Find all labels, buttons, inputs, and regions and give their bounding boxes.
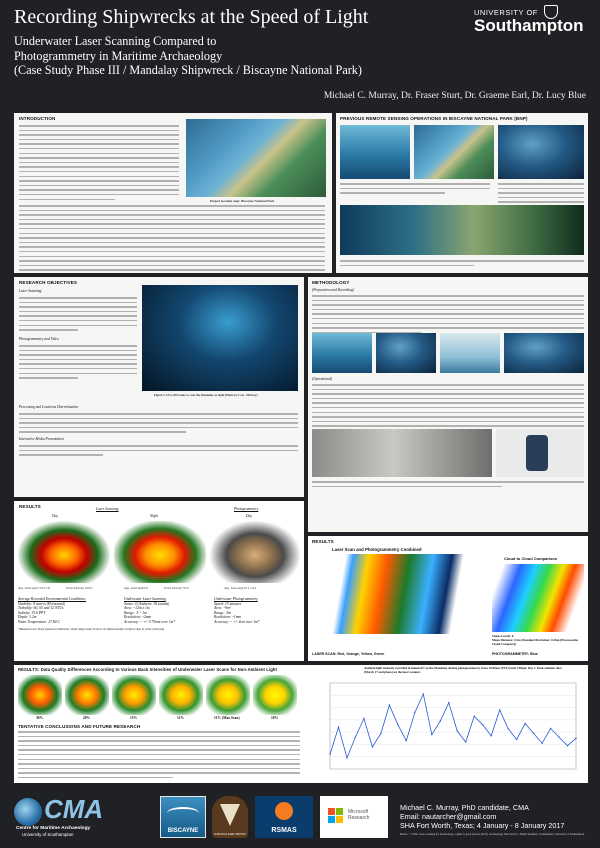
- conclusions-text: [18, 731, 300, 782]
- data-point: [575, 738, 576, 739]
- percent-row: [18, 716, 298, 722]
- photogrammetry-video-text: [19, 345, 137, 382]
- nps-logo: [212, 796, 248, 838]
- day-label-1: Day: [52, 514, 58, 518]
- sonar-image: [340, 125, 410, 179]
- scan-thumb: [112, 675, 156, 715]
- processing-label: Processing and Locations Determination: [19, 405, 79, 409]
- light-intensity-chart: [314, 679, 582, 779]
- uls-photo-caption: Figure 5. ULS-200 ready to scan the Mandalay at night (Photo by Lott - Murray): [154, 393, 258, 397]
- scanner-icon: [526, 435, 548, 471]
- cloud-stats-a: Status Levels: 6: [492, 634, 514, 638]
- data-point: [533, 733, 534, 734]
- methodology-prep-label: (Preparation and Recording): [312, 288, 354, 292]
- data-point: [431, 734, 432, 735]
- results-right-subtitle: Laser Scan and Photogrammetry Combined: [332, 547, 422, 552]
- data-point: [414, 712, 415, 713]
- data-point: [372, 746, 373, 747]
- biscayne-logo: [160, 796, 206, 838]
- site-photo-4: [504, 333, 584, 373]
- subtitle-line-1: Underwater Laser Scanning Compared to: [14, 34, 217, 48]
- percent-label: 11% (Max Scan): [214, 716, 240, 720]
- legend-laser: LASER SCAN: Red, Orange, Yellow, Green: [312, 652, 385, 656]
- poster-subtitle: [14, 34, 454, 78]
- microsoft-logo: [320, 796, 388, 838]
- data-point: [558, 736, 559, 737]
- photo-item: Speed: 15 minutes: [214, 601, 242, 606]
- uls-title: Underwater Laser Scanning: [124, 597, 166, 601]
- data-point: [355, 736, 356, 737]
- percent-label: 10%: [271, 716, 279, 720]
- photo-title: Underwater Photogrammetry: [214, 597, 258, 601]
- combined-cloud-1: [312, 554, 488, 634]
- percent-label: 11%: [177, 716, 184, 720]
- data-point: [550, 728, 551, 729]
- data-point: [482, 724, 483, 725]
- location-map-caption: Project location map: Biscayne National Park: [210, 199, 275, 203]
- methodology-ops-text: [312, 384, 584, 435]
- scan-thumb: [206, 675, 250, 715]
- data-point: [363, 718, 364, 719]
- subtitle-line-2: Photogrammetry in Maritime Archaeology: [14, 48, 223, 63]
- wave-icon: [167, 807, 199, 819]
- introduction-text-2: [19, 205, 325, 273]
- data-point: [406, 740, 407, 741]
- scanner-device-photo: [496, 429, 584, 477]
- data-point: [465, 741, 466, 742]
- processing-text: [19, 413, 298, 436]
- cloud-compare-image: [492, 564, 584, 632]
- data-point: [448, 702, 449, 703]
- previous-ops-text: [340, 183, 490, 197]
- previous-ops-panel: [336, 113, 588, 273]
- env-item: Visibility: 8 meters (Horizontal): [18, 601, 66, 606]
- subtitle-line-3: (Case Study Phase III / Mandalay Shipwreck / Biscayne National Park): [14, 63, 362, 77]
- night-label: Night: [150, 514, 158, 518]
- previous-ops-caption: [340, 260, 584, 269]
- stat-3: Avg. Lateral@9.8: [124, 586, 148, 590]
- rsmas-label: RSMAS: [271, 827, 297, 834]
- env-item: Salinity: 35.6 PPT: [18, 610, 46, 615]
- mosaic-image: [340, 205, 584, 255]
- methodology-ops-label: (Operational): [312, 377, 332, 381]
- results-right-panel: [308, 536, 588, 661]
- environmental-block: [18, 597, 114, 625]
- rsmas-mark: [275, 802, 293, 820]
- uls-night-photo: [142, 285, 298, 391]
- site-photo-2: [376, 333, 436, 373]
- site-photo-3: [440, 333, 500, 373]
- introduction-title: INTRODUCTION: [19, 116, 56, 121]
- day-label-2: Day: [246, 514, 252, 518]
- uls-block: [124, 597, 210, 625]
- photo-item: Range: .5m: [214, 610, 231, 615]
- stat-1: Avg. Lateral@7.013 241: [18, 586, 51, 590]
- scan-strip: [18, 675, 298, 715]
- data-point: [440, 720, 441, 721]
- windows-icon: [328, 808, 344, 824]
- rsmas-logo: [255, 796, 313, 838]
- interactive-label: Interactive Media Presentation: [19, 437, 64, 441]
- scan-thumb: [253, 675, 297, 715]
- uls-item: Resolution: ~2mm: [124, 615, 152, 620]
- stat-5: Avg. Lateral@15.1 1114: [224, 586, 257, 590]
- data-point: [397, 724, 398, 725]
- env-item: Depth: 3.2m: [18, 615, 37, 620]
- crest-icon: [544, 5, 558, 19]
- results-right-title: RESULTS: [312, 539, 334, 544]
- uls-item: Range: .5 ~ 1m: [124, 610, 147, 615]
- methodology-title: METHODOLOGY: [312, 280, 350, 285]
- laser-night-cloud: [114, 521, 206, 583]
- data-quality-panel: [14, 665, 588, 783]
- location-map: [186, 119, 326, 197]
- contact-name: Michael C. Murray, PhD candidate, CMA: [400, 803, 529, 812]
- nps-label: NATIONAL PARK SERVICE: [214, 833, 246, 836]
- environmental-title: Average Recorded Environmental Conditions:: [18, 597, 87, 601]
- data-point: [490, 735, 491, 736]
- data-point: [474, 715, 475, 716]
- cma-logo: [14, 796, 154, 838]
- laser-day-cloud: [18, 521, 110, 583]
- photogrammetry-video-label: Photogrammetry and Video: [19, 337, 59, 341]
- cma-mark: [14, 798, 42, 826]
- conclusions-title: TENTATIVE CONCLUSIONS AND FUTURE RESEARCH: [18, 724, 141, 729]
- photo-item: Resolution: ~1mm: [214, 615, 242, 620]
- graph-title: Ambient light intensity recorded in lumens/ft² on the Mandalay during photogrammetry from 10:00am (EST) until 1:00pm. Day 1. Peak ambient dust (March 17 and photo) on the laser scanner.: [364, 666, 562, 674]
- university-small: UNIVERSITY OF: [474, 8, 538, 17]
- contact-email: Email: nautarcher@gmail.com: [400, 812, 497, 821]
- cloud-stats-b: Mean Distance: 0.2m (Standard Deviation: 0.26m (Processed in Cloud Compare)): [492, 638, 579, 646]
- legend-photo: PHOTOGRAMMETRY: Blue: [492, 652, 538, 656]
- data-point: [567, 745, 568, 746]
- methodology-panel: [308, 277, 588, 532]
- data-point: [329, 754, 330, 755]
- uls-item: Accuracy: ~ +/- 3.75mm over 1m*: [124, 619, 176, 624]
- cma-sub2: University of Southampton: [22, 832, 74, 837]
- data-point: [524, 723, 525, 724]
- bathymetry-map: [414, 125, 494, 179]
- results-left-title: RESULTS: [19, 504, 41, 509]
- laser-scanning-label: Laser Scanning: [19, 289, 42, 293]
- poster-title: Recording Shipwrecks at the Speed of Light: [14, 6, 369, 28]
- data-point: [423, 693, 424, 694]
- methodology-prep-text: [312, 295, 584, 336]
- data-point: [380, 733, 381, 734]
- percent-label: 20%: [83, 716, 91, 720]
- contact-event: SHA Fort Worth, Texas; 4 January - 8 January 2017: [400, 821, 565, 830]
- scan-thumb: [65, 675, 109, 715]
- stat-4: Point Density 52%: [164, 586, 189, 590]
- cloud-compare-label: Cloud to Cloud Comparison: [504, 556, 558, 561]
- data-point: [457, 730, 458, 731]
- results-note: *Measures are those found at millimeter sized ridges and crevices on flattened/disc surfaces due to color texturing: [18, 627, 165, 631]
- cma-sub: Centre for Maritime Archaeology: [16, 826, 91, 831]
- data-point: [516, 739, 517, 740]
- arrowhead-icon: [220, 804, 240, 826]
- chart-frame: [330, 683, 576, 769]
- uls-item: Scans: 4 (Ambient: 18 sounds): [124, 601, 170, 606]
- site-photo-1: [312, 333, 372, 373]
- previous-ops-title: PREVIOUS REMOTE SENSING OPERATIONS IN BISCAYNE NATIONAL PARK (BNP): [340, 116, 528, 121]
- data-point: [346, 757, 347, 758]
- data-point: [541, 743, 542, 744]
- percent-label: 15%: [130, 716, 138, 720]
- footer-small-print: Photos: © CMA. Laser scanning for Archaeology, a guide to good practice (2011). Archaeology Data Service / Digital Antiquity. Southampton, University of Southampton.: [400, 833, 585, 836]
- methodology-caption: [312, 481, 584, 490]
- data-quality-title: RESULTS: Data Quality Differences According to Various Back Intensities of Underwater Laser Scans for Non-Ambient Light: [18, 667, 278, 672]
- laser-scanning-text: [19, 297, 137, 334]
- photo-item: Area: ~9m²: [214, 606, 231, 611]
- southampton-logo: [474, 8, 586, 36]
- photo-block: [214, 597, 300, 625]
- env-item: Turbidity: 60, 65 and 32 NTUs: [18, 606, 64, 611]
- interactive-text: [19, 445, 298, 459]
- research-objectives-title: RESEARCH OBJECTIVES: [19, 280, 78, 285]
- photogrammetry-day-cloud: [210, 521, 300, 583]
- percent-label: 30%: [36, 716, 44, 720]
- stat-2: Point Density 100%: [66, 586, 93, 590]
- data-point: [338, 727, 339, 728]
- env-item: Water Temperature: 27.84 C: [18, 619, 60, 624]
- university-name: Southampton: [474, 16, 584, 35]
- data-point: [507, 728, 508, 729]
- scan-thumb: [18, 675, 62, 715]
- photo-item: Accuracy: ~ +/- 4cm over 1m*: [214, 619, 260, 624]
- equipment-photo: [312, 429, 492, 477]
- uls-item: Area: ~12m x 1m: [124, 606, 150, 611]
- scan-thumb: [159, 675, 203, 715]
- photogrammetry-heading: Photogrammetry: [234, 507, 259, 511]
- diver-photo: [498, 125, 584, 179]
- results-left-panel: [14, 501, 304, 661]
- microsoft-label: Microsoft Research: [348, 809, 370, 821]
- laser-scanning-heading: Laser Scanning: [96, 507, 119, 511]
- cma-name: CMA: [44, 794, 104, 824]
- data-point: [499, 709, 500, 710]
- authors: Michael C. Murray, Dr. Fraser Sturt, Dr. Graeme Earl, Dr. Lucy Blue: [323, 91, 586, 101]
- header: [0, 0, 600, 108]
- introduction-panel: [14, 113, 332, 273]
- data-point: [389, 704, 390, 705]
- research-objectives-panel: [14, 277, 304, 497]
- biscayne-label: BISCAYNE: [167, 828, 199, 834]
- introduction-text: [19, 125, 179, 203]
- contact-block: [400, 803, 564, 830]
